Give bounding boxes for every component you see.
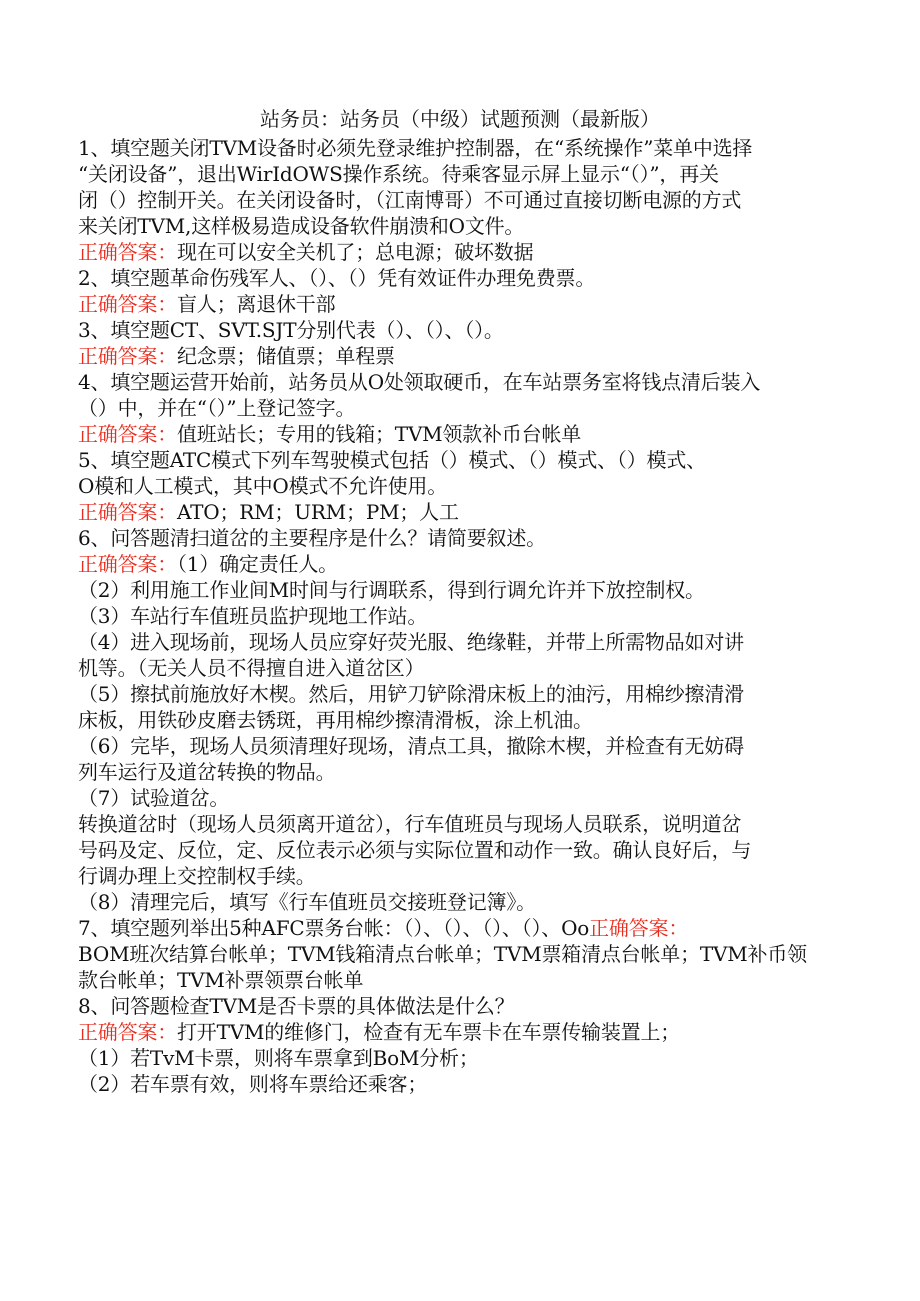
line-text: 行调办理上交控制权手续。 <box>78 864 316 888</box>
line-text: 来关闭TVM,这样极易造成设备软件崩溃和O文件。 <box>78 214 525 238</box>
line-text: 机等。（无关人员不得擅自进入道岔区） <box>78 656 425 680</box>
line-text: 盲人；离退休干部 <box>177 292 336 316</box>
line-text: 列车运行及道岔转换的物品。 <box>78 760 336 784</box>
answer-line <box>78 733 848 759</box>
answer-label: 正确答案： <box>78 422 177 446</box>
answer-label: 正确答案： <box>78 1020 177 1044</box>
line-text: 闭（）控制开关。在关闭设备时，（江南博哥）不可通过直接切断电源的方式 <box>78 188 742 212</box>
line-text: 值班站长；专用的钱箱；TVM领款补币台帐单 <box>177 422 582 446</box>
line-text: （3）车站行车值班员监护现地工作站。 <box>78 604 428 628</box>
line-text: （2）利用施工作业间M时间与行调联系，得到行调允许并下放控制权。 <box>78 578 705 602</box>
page-title: 站务员：站务员（中级）试题预测（最新版） <box>260 107 660 131</box>
question-line <box>78 317 848 343</box>
answer-line <box>78 499 848 525</box>
answer-label: 正确答案： <box>78 500 177 524</box>
answer-line <box>78 421 848 447</box>
answer-label: 正确答案： <box>589 916 689 940</box>
line-text: 5、填空题ATC模式下列车驾驶模式包括（）模式、（）模式、（）模式、 <box>78 448 706 472</box>
answer-line <box>78 577 848 603</box>
question-line <box>78 447 848 473</box>
question-line <box>78 265 848 291</box>
line-text: 4、填空题运营开始前，站务员从O处领取硬币，在车站票务室将钱点清后装入 <box>78 370 761 394</box>
answer-line <box>78 811 848 837</box>
line-text: 床板，用铁砂皮磨去锈斑，再用棉纱擦清滑板，涂上机油。 <box>78 708 593 732</box>
line-text: BOM班次结算台帐单；TVM钱箱清点台帐单；TVM票箱清点台帐单；TVM补币领 <box>78 942 807 966</box>
line-text: （2）若车票有效，则将车票给还乘客； <box>78 1072 428 1096</box>
line-text: O模和人工模式，其中O模式不允许使用。 <box>78 474 447 498</box>
line-text: （）中，并在“（）”上登记签字。 <box>78 396 356 420</box>
answer-line <box>78 863 848 889</box>
line-text: 号码及定、反位，定、反位表示必须与实际位置和动作一致。确认良好后，与 <box>78 838 752 862</box>
answer-line <box>78 837 848 863</box>
answer-line <box>78 239 848 265</box>
question-line <box>78 915 848 941</box>
answer-line <box>78 941 848 967</box>
answer-line <box>78 551 848 577</box>
question-line <box>78 213 848 239</box>
line-text: 纪念票；储值票；单程票 <box>177 344 395 368</box>
line-text: 打开TVM的维修门，检查有无车票卡在车票传输装置上； <box>177 1020 681 1044</box>
line-text: （6）完毕，现场人员须清理好现场，清点工具，撤除木楔，并检查有无妨碍 <box>78 734 744 758</box>
line-text: 款台帐单；TVM补票领票台帐单 <box>78 968 364 992</box>
answer-line <box>78 629 848 655</box>
question-line <box>78 369 848 395</box>
document-body <box>78 135 848 1097</box>
answer-line <box>78 655 848 681</box>
line-text: （7）试验道岔。 <box>78 786 230 810</box>
line-text: 转换道岔时（现场人员须离开道岔），行车值班员与现场人员联系，说明道岔 <box>78 812 742 836</box>
question-line <box>78 395 848 421</box>
answer-label: 正确答案： <box>78 552 177 576</box>
answer-label: 正确答案： <box>78 292 177 316</box>
line-text: “关闭设备”，退出WirIdOWS操作系统。待乘客显示屏上显示“（）”，再关 <box>78 162 719 186</box>
line-text: 2、填空题革命伤残军人、（）、（）凭有效证件办理免费票。 <box>78 266 596 290</box>
line-text: 3、填空题CT、SVT.SJT分别代表（）、（）、（）。 <box>78 318 504 342</box>
answer-line <box>78 759 848 785</box>
answer-label: 正确答案： <box>78 344 177 368</box>
question-line <box>78 135 848 161</box>
question-line <box>78 473 848 499</box>
answer-line <box>78 343 848 369</box>
line-text: 6、问答题清扫道岔的主要程序是什么？请简要叙述。 <box>78 526 546 550</box>
answer-line <box>78 707 848 733</box>
answer-label: 正确答案： <box>78 240 177 264</box>
question-line <box>78 525 848 551</box>
answer-line <box>78 1071 848 1097</box>
answer-line <box>78 967 848 993</box>
answer-line <box>78 889 848 915</box>
line-text: （5）擦拭前施放好木楔。然后，用铲刀铲除滑床板上的油污，用棉纱擦清滑 <box>78 682 744 706</box>
line-text: ATO；RM；URM；PM；人工 <box>177 500 459 524</box>
line-text: 1、填空题关闭TVM设备时必须先登录维护控制器，在“系统操作”菜单中选择 <box>78 136 753 160</box>
line-text: （1）若TvM卡票，则将车票拿到BoM分析； <box>78 1046 479 1070</box>
answer-line <box>78 291 848 317</box>
line-text: （4）进入现场前，现场人员应穿好荧光服、绝缘鞋，并带上所需物品如对讲 <box>78 630 744 654</box>
question-line <box>78 993 848 1019</box>
answer-line <box>78 1045 848 1071</box>
line-text: 8、问答题检查TVM是否卡票的具体做法是什么？ <box>78 994 515 1018</box>
line-text: （8）清理完后，填写《行车值班员交接班登记簿》。 <box>78 890 536 914</box>
question-line <box>78 187 848 213</box>
answer-line <box>78 785 848 811</box>
answer-line <box>78 1019 848 1045</box>
answer-line <box>78 603 848 629</box>
answer-line <box>78 681 848 707</box>
line-text: 现在可以安全关机了；总电源；破坏数据 <box>177 240 534 264</box>
line-text: （1）确定责任人。 <box>177 552 338 576</box>
question-line <box>78 161 848 187</box>
line-text: 7、填空题列举出5种AFC票务台帐：（）、（）、（）、（）、Oo <box>78 916 590 940</box>
